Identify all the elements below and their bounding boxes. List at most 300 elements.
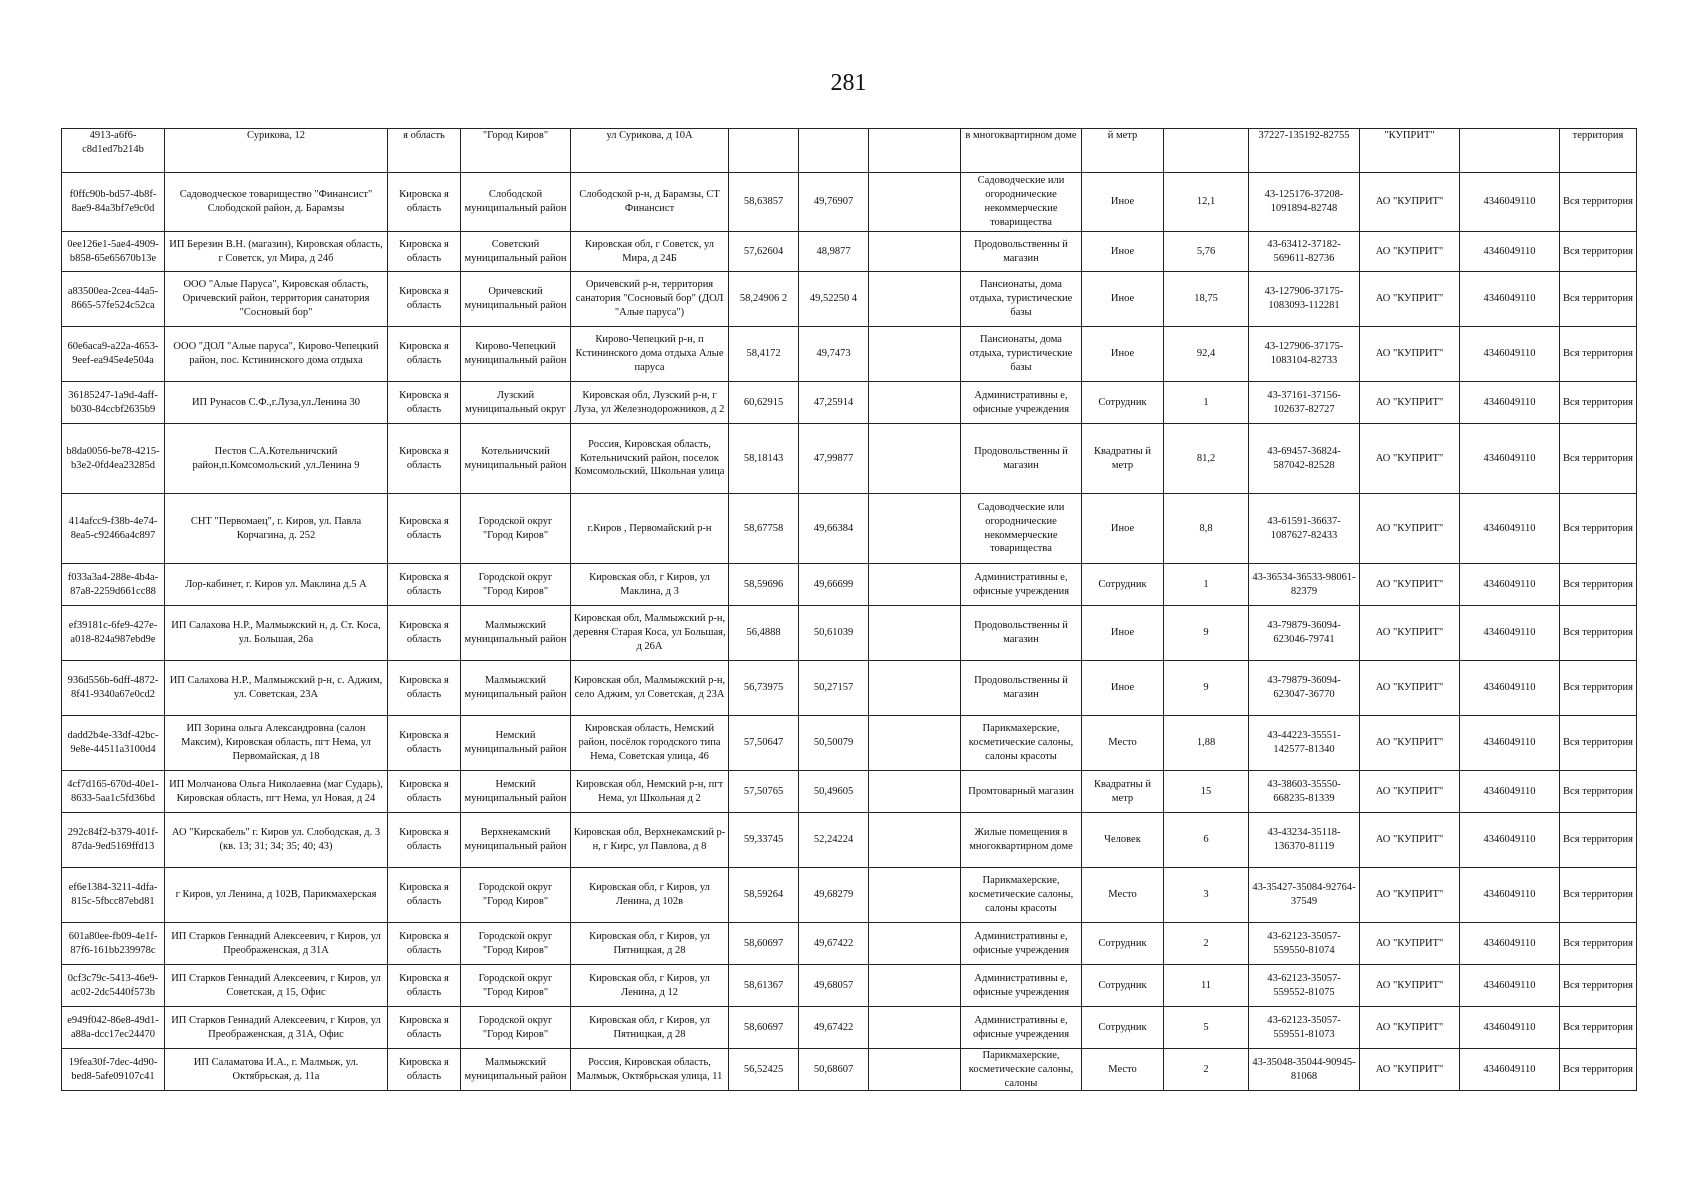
cell-unit: Иное — [1082, 232, 1164, 272]
cell-operator: АО "КУПРИТ" — [1360, 1049, 1460, 1091]
cell-object-category: Продовольственны й магазин — [961, 661, 1082, 716]
cell-unit: Квадратны й метр — [1082, 424, 1164, 494]
cell-address: г.Киров , Первомайский р-н — [571, 494, 729, 564]
table-row — [62, 965, 1637, 1007]
cell-region: Кировска я область — [388, 424, 461, 494]
cell-region: Кировска я область — [388, 494, 461, 564]
cell-operator: АО "КУПРИТ" — [1360, 327, 1460, 382]
cell-latitude: 58,18143 — [729, 424, 799, 494]
cell-unit: Человек — [1082, 813, 1164, 868]
cell-inn: 4346049110 — [1460, 1007, 1560, 1049]
cell-object-description: ИП Рунасов С.Ф.,г.Луза,ул.Ленина 30 — [165, 382, 388, 424]
cell-unit: Квадратны й метр — [1082, 771, 1164, 813]
cell-latitude: 57,50647 — [729, 716, 799, 771]
cell-municipality: Малмыжский муниципальный район — [461, 661, 571, 716]
cell-object-description: Пестов С.А.Котельничский район,п.Комсомольский ,ул.Ленина 9 — [165, 424, 388, 494]
cell-municipality: Верхнекамский муниципальный район — [461, 813, 571, 868]
cell-address: Слободской р-н, д Барамзы, СТ Финансист — [571, 173, 729, 232]
cell-record-id: ef6e1384-3211-4dfa-815c-5fbcc87ebd81 — [62, 868, 165, 923]
cell-latitude: 58,59264 — [729, 868, 799, 923]
cell-record-id: 36185247-1a9d-4aff-b030-84ccbf2635b9 — [62, 382, 165, 424]
cell-amount: 6 — [1164, 813, 1249, 868]
cell-latitude: 59,33745 — [729, 813, 799, 868]
cell-region: Кировска я область — [388, 327, 461, 382]
cell-amount: 81,2 — [1164, 424, 1249, 494]
cell-address: Кировская обл, Немский р-н, пгт Нема, ул Школьная д 2 — [571, 771, 729, 813]
cell-address: Россия, Кировская область, Малмыж, Октябрьская улица, 11 — [571, 1049, 729, 1091]
cell-address: Кировская обл, г Киров, ул Ленина, д 102в — [571, 868, 729, 923]
cell-object-description: ИП Молчанова Ольга Николаевна (маг Сударь), Кировская область, пгт Нема, ул Новая, д 24 — [165, 771, 388, 813]
cell-unit: Сотрудник — [1082, 923, 1164, 965]
cell-inn: 4346049110 — [1460, 606, 1560, 661]
cell-address: Кировская обл, Верхнекамский р-н, г Кирс, ул Павлова, д 8 — [571, 813, 729, 868]
cell-empty-column — [869, 606, 961, 661]
table-row — [62, 494, 1637, 564]
cell-empty-column — [869, 716, 961, 771]
cell-inn: 4346049110 — [1460, 327, 1560, 382]
registry-table — [61, 128, 1637, 1091]
cell-zone: Вся территория — [1560, 661, 1637, 716]
cell-object-description: АО "Кирскабель" г. Киров ул. Слободская, д. 3 (кв. 13; 31; 34; 35; 40; 43) — [165, 813, 388, 868]
cell-inn: 4346049110 — [1460, 1049, 1560, 1091]
cell-object-description: ООО "ДОЛ "Алые паруса", Кирово-Чепецкий район, пос. Кстининского дома отдыха — [165, 327, 388, 382]
cell-unit: Иное — [1082, 606, 1164, 661]
cell-amount: 2 — [1164, 923, 1249, 965]
cell-amount: 1 — [1164, 564, 1249, 606]
cell-object-category: Продовольственны й магазин — [961, 606, 1082, 661]
cell-operator: АО "КУПРИТ" — [1360, 494, 1460, 564]
cell-address: Кировская обл, Малмыжский р-н, село Аджим, ул Советская, д 23А — [571, 661, 729, 716]
cell-operator: АО "КУПРИТ" — [1360, 564, 1460, 606]
cell-operator: АО "КУПРИТ" — [1360, 606, 1460, 661]
cell-longitude: 50,68607 — [799, 1049, 869, 1091]
cell-address: Кирово-Чепецкий р-н, п Кстининского дома отдыха Алые паруса — [571, 327, 729, 382]
cell-latitude: 57,62604 — [729, 232, 799, 272]
cell-zone: Вся территория — [1560, 965, 1637, 1007]
cell-record-id: e949f042-86e8-49d1-a88a-dcc17ec24470 — [62, 1007, 165, 1049]
table-row — [62, 272, 1637, 327]
cell-inn: 4346049110 — [1460, 272, 1560, 327]
cell-object-description: ИП Старков Геннадий Алексеевич, г Киров, ул Советская, д 15, Офис — [165, 965, 388, 1007]
cell-latitude: 58,24906 2 — [729, 272, 799, 327]
cell-registry-code: 43-61591-36637-1087627-82433 — [1249, 494, 1360, 564]
table-row — [62, 1007, 1637, 1049]
cell-region: я область — [388, 129, 461, 173]
cell-amount: 18,75 — [1164, 272, 1249, 327]
cell-object-category: Жилые помещения в многоквартирном доме — [961, 813, 1082, 868]
cell-unit: Сотрудник — [1082, 564, 1164, 606]
cell-zone: Вся территория — [1560, 424, 1637, 494]
cell-latitude: 58,59696 — [729, 564, 799, 606]
cell-zone: Вся территория — [1560, 232, 1637, 272]
table-row — [62, 564, 1637, 606]
cell-inn: 4346049110 — [1460, 771, 1560, 813]
cell-inn: 4346049110 — [1460, 923, 1560, 965]
cell-amount: 1 — [1164, 382, 1249, 424]
cell-operator: АО "КУПРИТ" — [1360, 868, 1460, 923]
cell-object-description: ИП Березин В.Н. (магазин), Кировская область, г Советск, ул Мира, д 24б — [165, 232, 388, 272]
cell-zone: Вся территория — [1560, 327, 1637, 382]
cell-longitude: 49,67422 — [799, 1007, 869, 1049]
cell-municipality: Котельничский муниципальный район — [461, 424, 571, 494]
cell-region: Кировска я область — [388, 923, 461, 965]
cell-inn: 4346049110 — [1460, 173, 1560, 232]
cell-unit: Место — [1082, 1049, 1164, 1091]
cell-registry-code: 43-127906-37175-1083104-82733 — [1249, 327, 1360, 382]
cell-amount: 11 — [1164, 965, 1249, 1007]
cell-zone: Вся территория — [1560, 564, 1637, 606]
cell-address: Россия, Кировская область, Котельничский район, поселок Комсомольский, Школьная улица — [571, 424, 729, 494]
table-row — [62, 173, 1637, 232]
cell-municipality: Городской округ "Город Киров" — [461, 868, 571, 923]
cell-amount: 8,8 — [1164, 494, 1249, 564]
cell-object-category: Пансионаты, дома отдыха, туристические базы — [961, 272, 1082, 327]
cell-municipality: Городской округ "Город Киров" — [461, 965, 571, 1007]
cell-address: Кировская обл, г Киров, ул Ленина, д 12 — [571, 965, 729, 1007]
cell-zone: Вся территория — [1560, 1007, 1637, 1049]
cell-registry-code: 37227-135192-82755 — [1249, 129, 1360, 173]
cell-inn: 4346049110 — [1460, 965, 1560, 1007]
cell-region: Кировска я область — [388, 868, 461, 923]
cell-region: Кировска я область — [388, 606, 461, 661]
cell-object-description: ИП Старков Геннадий Алексеевич, г Киров, ул Преображенская, д 31А — [165, 923, 388, 965]
cell-latitude: 58,60697 — [729, 1007, 799, 1049]
cell-region: Кировска я область — [388, 173, 461, 232]
cell-zone: Вся территория — [1560, 868, 1637, 923]
cell-longitude: 48,9877 — [799, 232, 869, 272]
cell-address: ул Сурикова, д 10А — [571, 129, 729, 173]
cell-latitude: 60,62915 — [729, 382, 799, 424]
cell-address: Кировская обл, г Киров, ул Пятницкая, д 28 — [571, 1007, 729, 1049]
cell-object-category: Парикмахерские, косметические салоны, салоны — [961, 1049, 1082, 1091]
cell-unit: Иное — [1082, 494, 1164, 564]
table-row — [62, 813, 1637, 868]
cell-object-description: ИП Салахова Н.Р., Малмыжский р-н, с. Аджим, ул. Советская, 23А — [165, 661, 388, 716]
cell-zone: Вся территория — [1560, 813, 1637, 868]
cell-operator: АО "КУПРИТ" — [1360, 424, 1460, 494]
cell-registry-code: 43-63412-37182-569611-82736 — [1249, 232, 1360, 272]
cell-latitude: 57,50765 — [729, 771, 799, 813]
cell-object-category: Административны е, офисные учреждения — [961, 1007, 1082, 1049]
cell-operator: АО "КУПРИТ" — [1360, 272, 1460, 327]
cell-municipality: Немский муниципальный район — [461, 716, 571, 771]
cell-empty-column — [869, 771, 961, 813]
cell-municipality: Городской округ "Город Киров" — [461, 494, 571, 564]
cell-object-description: Лор-кабинет, г. Киров ул. Маклина д.5 А — [165, 564, 388, 606]
cell-address: Кировская обл, г Советск, ул Мира, д 24Б — [571, 232, 729, 272]
cell-empty-column — [869, 424, 961, 494]
cell-municipality: Советский муниципальный район — [461, 232, 571, 272]
table-row — [62, 716, 1637, 771]
cell-amount: 3 — [1164, 868, 1249, 923]
cell-latitude: 58,67758 — [729, 494, 799, 564]
table-row — [62, 382, 1637, 424]
cell-zone: Вся территория — [1560, 173, 1637, 232]
page-number: 281 — [830, 70, 867, 96]
cell-region: Кировска я область — [388, 564, 461, 606]
cell-object-category: Продовольственны й магазин — [961, 424, 1082, 494]
cell-longitude: 50,27157 — [799, 661, 869, 716]
cell-latitude: 56,73975 — [729, 661, 799, 716]
cell-object-description: ИП Салахова Н.Р., Малмыжский н, д. Ст. Коса, ул. Большая, 26а — [165, 606, 388, 661]
cell-record-id: f0ffc90b-bd57-4b8f-8ae9-84a3bf7e9c0d — [62, 173, 165, 232]
cell-region: Кировска я область — [388, 716, 461, 771]
cell-unit: Сотрудник — [1082, 1007, 1164, 1049]
cell-amount: 9 — [1164, 661, 1249, 716]
cell-inn: 4346049110 — [1460, 661, 1560, 716]
cell-registry-code: 43-62123-35057-559552-81075 — [1249, 965, 1360, 1007]
cell-object-category: Парикмахерские, косметические салоны, салоны красоты — [961, 868, 1082, 923]
cell-longitude: 49,67422 — [799, 923, 869, 965]
cell-record-id: 4cf7d165-670d-40e1-8633-5aa1c5fd36bd — [62, 771, 165, 813]
cell-empty-column — [869, 813, 961, 868]
table-row — [62, 661, 1637, 716]
cell-zone: Вся территория — [1560, 382, 1637, 424]
cell-latitude: 56,52425 — [729, 1049, 799, 1091]
cell-operator: АО "КУПРИТ" — [1360, 771, 1460, 813]
cell-record-id: ef39181c-6fe9-427e-a018-824a987ebd9e — [62, 606, 165, 661]
cell-registry-code: 43-125176-37208-1091894-82748 — [1249, 173, 1360, 232]
cell-region: Кировска я область — [388, 382, 461, 424]
cell-empty-column — [869, 965, 961, 1007]
cell-inn: 4346049110 — [1460, 424, 1560, 494]
cell-record-id: 19fea30f-7dec-4d90-bed8-5afe09107c41 — [62, 1049, 165, 1091]
cell-operator: АО "КУПРИТ" — [1360, 661, 1460, 716]
cell-empty-column — [869, 494, 961, 564]
cell-latitude: 58,61367 — [729, 965, 799, 1007]
cell-record-id: 414afcc9-f38b-4e74-8ea5-c92466a4c897 — [62, 494, 165, 564]
cell-longitude: 49,66699 — [799, 564, 869, 606]
cell-address: Кировская обл, Малмыжский р-н, деревня Старая Коса, ул Большая, д 26А — [571, 606, 729, 661]
cell-address: Кировская обл, г Киров, ул Пятницкая, д 28 — [571, 923, 729, 965]
cell-record-id: 936d556b-6dff-4872-8f41-9340a67e0cd2 — [62, 661, 165, 716]
table-row — [62, 923, 1637, 965]
cell-operator: АО "КУПРИТ" — [1360, 923, 1460, 965]
cell-object-description: г Киров, ул Ленина, д 102В, Парикмахерская — [165, 868, 388, 923]
cell-record-id: dadd2b4e-33df-42bc-9e8e-44511a3100d4 — [62, 716, 165, 771]
cell-municipality: Кирово-Чепецкий муниципальный район — [461, 327, 571, 382]
cell-object-category: Парикмахерские, косметические салоны, салоны красоты — [961, 716, 1082, 771]
cell-longitude: 49,68279 — [799, 868, 869, 923]
cell-region: Кировска я область — [388, 232, 461, 272]
cell-empty-column — [869, 1049, 961, 1091]
cell-registry-code: 43-43234-35118-136370-81119 — [1249, 813, 1360, 868]
cell-empty-column — [869, 382, 961, 424]
cell-longitude: 49,52250 4 — [799, 272, 869, 327]
cell-unit: Место — [1082, 716, 1164, 771]
cell-zone: территория — [1560, 129, 1637, 173]
cell-registry-code: 43-62123-35057-559550-81074 — [1249, 923, 1360, 965]
cell-zone: Вся территория — [1560, 494, 1637, 564]
cell-unit: Сотрудник — [1082, 382, 1164, 424]
cell-registry-code: 43-36534-36533-98061-82379 — [1249, 564, 1360, 606]
table-row — [62, 424, 1637, 494]
cell-operator: АО "КУПРИТ" — [1360, 382, 1460, 424]
cell-empty-column — [869, 129, 961, 173]
cell-unit: Сотрудник — [1082, 965, 1164, 1007]
cell-municipality: Городской округ "Город Киров" — [461, 564, 571, 606]
cell-object-description: ИП Зорина ольга Александровна (салон Максим), Кировская область, пгт Нема, ул Первомайская, д 18 — [165, 716, 388, 771]
cell-latitude: 58,63857 — [729, 173, 799, 232]
cell-empty-column — [869, 564, 961, 606]
cell-zone: Вся территория — [1560, 1049, 1637, 1091]
table-row — [62, 606, 1637, 661]
cell-longitude: 49,7473 — [799, 327, 869, 382]
cell-region: Кировска я область — [388, 813, 461, 868]
cell-longitude: 52,24224 — [799, 813, 869, 868]
cell-empty-column — [869, 272, 961, 327]
cell-registry-code: 43-35427-35084-92764-37549 — [1249, 868, 1360, 923]
cell-empty-column — [869, 868, 961, 923]
cell-address: Кировская обл, г Киров, ул Маклина, д 3 — [571, 564, 729, 606]
cell-zone: Вся территория — [1560, 272, 1637, 327]
cell-longitude: 49,76907 — [799, 173, 869, 232]
cell-region: Кировска я область — [388, 965, 461, 1007]
cell-object-category: Промтоварный магазин — [961, 771, 1082, 813]
cell-inn: 4346049110 — [1460, 716, 1560, 771]
cell-municipality: Малмыжский муниципальный район — [461, 606, 571, 661]
table-row — [62, 232, 1637, 272]
cell-object-category: Пансионаты, дома отдыха, туристические базы — [961, 327, 1082, 382]
cell-object-category: Продовольственны й магазин — [961, 232, 1082, 272]
cell-inn — [1460, 129, 1560, 173]
cell-municipality: Немский муниципальный район — [461, 771, 571, 813]
cell-inn: 4346049110 — [1460, 382, 1560, 424]
cell-registry-code: 43-44223-35551-142577-81340 — [1249, 716, 1360, 771]
cell-amount — [1164, 129, 1249, 173]
cell-inn: 4346049110 — [1460, 813, 1560, 868]
cell-municipality: Слободской муниципальный район — [461, 173, 571, 232]
cell-operator: АО "КУПРИТ" — [1360, 813, 1460, 868]
cell-region: Кировска я область — [388, 1007, 461, 1049]
cell-registry-code: 43-79879-36094-623047-36770 — [1249, 661, 1360, 716]
table-row — [62, 129, 1637, 173]
cell-object-category: Садоводческие или огороднические некоммерческие товарищества — [961, 173, 1082, 232]
cell-amount: 9 — [1164, 606, 1249, 661]
cell-empty-column — [869, 327, 961, 382]
cell-municipality: Лузский муниципальный округ — [461, 382, 571, 424]
cell-record-id: 0ee126e1-5ae4-4909-b858-65e65670b13e — [62, 232, 165, 272]
cell-region: Кировска я область — [388, 272, 461, 327]
cell-amount: 5,76 — [1164, 232, 1249, 272]
cell-longitude: 50,50079 — [799, 716, 869, 771]
cell-amount: 12,1 — [1164, 173, 1249, 232]
cell-longitude: 47,25914 — [799, 382, 869, 424]
cell-unit: Иное — [1082, 327, 1164, 382]
cell-object-description: СНТ "Первомаец", г. Киров, ул. Павла Корчагина, д. 252 — [165, 494, 388, 564]
cell-amount: 5 — [1164, 1007, 1249, 1049]
cell-object-category: Административны е, офисные учреждения — [961, 382, 1082, 424]
cell-zone: Вся территория — [1560, 606, 1637, 661]
cell-empty-column — [869, 173, 961, 232]
cell-amount: 15 — [1164, 771, 1249, 813]
cell-object-category: Административны е, офисные учреждения — [961, 564, 1082, 606]
cell-longitude: 49,68057 — [799, 965, 869, 1007]
cell-inn: 4346049110 — [1460, 564, 1560, 606]
cell-registry-code: 43-62123-35057-559551-81073 — [1249, 1007, 1360, 1049]
table-row — [62, 771, 1637, 813]
cell-longitude: 50,61039 — [799, 606, 869, 661]
cell-municipality: Оричевский муниципальный район — [461, 272, 571, 327]
cell-record-id: a83500ea-2cea-44a5-8665-57fe524c52ca — [62, 272, 165, 327]
cell-object-category: Административны е, офисные учреждения — [961, 923, 1082, 965]
cell-unit: Иное — [1082, 272, 1164, 327]
cell-object-description: ИП Старков Геннадий Алексеевич, г Киров, ул Преображенская, д 31А, Офис — [165, 1007, 388, 1049]
cell-registry-code: 43-35048-35044-90945-81068 — [1249, 1049, 1360, 1091]
cell-latitude — [729, 129, 799, 173]
cell-unit: Иное — [1082, 173, 1164, 232]
cell-zone: Вся территория — [1560, 923, 1637, 965]
cell-object-category: в многоквартирном доме — [961, 129, 1082, 173]
cell-operator: АО "КУПРИТ" — [1360, 1007, 1460, 1049]
cell-inn: 4346049110 — [1460, 868, 1560, 923]
cell-inn: 4346049110 — [1460, 494, 1560, 564]
cell-empty-column — [869, 1007, 961, 1049]
cell-address: Кировская область, Немский район, посёлок городского типа Нема, Советская улица, 46 — [571, 716, 729, 771]
cell-address: Оричевский р-н, территория санатория "Сосновый бор" (ДОЛ "Алые паруса") — [571, 272, 729, 327]
cell-longitude: 47,99877 — [799, 424, 869, 494]
cell-address: Кировская обл, Лузский р-н, г Луза, ул Железнодорожников, д 2 — [571, 382, 729, 424]
cell-registry-code: 43-69457-36824-587042-82528 — [1249, 424, 1360, 494]
cell-registry-code: 43-38603-35550-668235-81339 — [1249, 771, 1360, 813]
cell-operator: АО "КУПРИТ" — [1360, 965, 1460, 1007]
cell-operator: АО "КУПРИТ" — [1360, 173, 1460, 232]
cell-record-id: 60e6aca9-a22a-4653-9eef-ea945e4e504a — [62, 327, 165, 382]
cell-latitude: 56,4888 — [729, 606, 799, 661]
cell-zone: Вся территория — [1560, 716, 1637, 771]
cell-longitude — [799, 129, 869, 173]
cell-object-description: Сурикова, 12 — [165, 129, 388, 173]
cell-object-category: Административны е, офисные учреждения — [961, 965, 1082, 1007]
cell-inn: 4346049110 — [1460, 232, 1560, 272]
cell-empty-column — [869, 923, 961, 965]
cell-amount: 2 — [1164, 1049, 1249, 1091]
cell-record-id: 292c84f2-b379-401f-87da-9ed5169ffd13 — [62, 813, 165, 868]
cell-zone: Вся территория — [1560, 771, 1637, 813]
cell-longitude: 50,49605 — [799, 771, 869, 813]
cell-longitude: 49,66384 — [799, 494, 869, 564]
cell-region: Кировска я область — [388, 1049, 461, 1091]
cell-empty-column — [869, 661, 961, 716]
cell-operator: АО "КУПРИТ" — [1360, 232, 1460, 272]
cell-object-description: ООО "Алые Паруса", Кировская область, Оричевский район, территория санатория "Сосновый бор" — [165, 272, 388, 327]
table-row — [62, 868, 1637, 923]
cell-record-id: b8da0056-be78-4215-b3e2-0fd4ea23285d — [62, 424, 165, 494]
cell-empty-column — [869, 232, 961, 272]
cell-municipality: Городской округ "Город Киров" — [461, 923, 571, 965]
table-row — [62, 1049, 1637, 1091]
cell-object-description: ИП Саламатова И.А., г. Малмыж, ул. Октябрьская, д. 11а — [165, 1049, 388, 1091]
cell-unit: й метр — [1082, 129, 1164, 173]
cell-registry-code: 43-127906-37175-1083093-112281 — [1249, 272, 1360, 327]
cell-registry-code: 43-79879-36094-623046-79741 — [1249, 606, 1360, 661]
table-row — [62, 327, 1637, 382]
cell-latitude: 58,60697 — [729, 923, 799, 965]
cell-object-category: Садоводческие или огороднические некоммерческие товарищества — [961, 494, 1082, 564]
cell-municipality: Городской округ "Город Киров" — [461, 1007, 571, 1049]
cell-amount: 92,4 — [1164, 327, 1249, 382]
cell-record-id: 601a80ee-fb09-4e1f-87f6-161bb239978c — [62, 923, 165, 965]
cell-object-description: Садоводческое товарищество "Финансист" Слободской район, д. Барамзы — [165, 173, 388, 232]
cell-municipality: Малмыжский муниципальный район — [461, 1049, 571, 1091]
cell-registry-code: 43-37161-37156-102637-82727 — [1249, 382, 1360, 424]
cell-operator: АО "КУПРИТ" — [1360, 716, 1460, 771]
cell-record-id: f033a3a4-288e-4b4a-87a8-2259d661cc88 — [62, 564, 165, 606]
cell-region: Кировска я область — [388, 771, 461, 813]
cell-latitude: 58,4172 — [729, 327, 799, 382]
cell-region: Кировска я область — [388, 661, 461, 716]
cell-amount: 1,88 — [1164, 716, 1249, 771]
